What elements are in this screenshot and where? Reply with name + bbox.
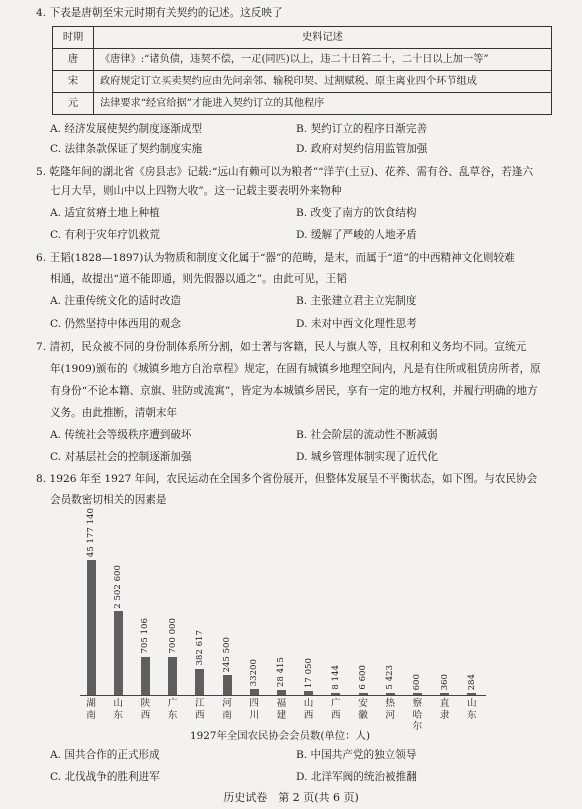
q7-stem-line4: 义务。由此推断，清朝末年 [50, 407, 178, 419]
table-cell-era: 元 [53, 93, 94, 115]
q5-option-d[interactable]: D. 缓解了严峻的人地矛盾 [296, 229, 417, 241]
value-label: 5 423 [385, 665, 396, 690]
value-label: 284 [466, 673, 477, 690]
q7-option-b[interactable]: B. 社会阶层的流动性不断减弱 [296, 429, 438, 441]
value-label: 382 617 [194, 630, 205, 666]
q4-option-c[interactable]: C. 法律条款保证了契约制度实施 [50, 143, 203, 155]
bar-河南 [223, 675, 232, 695]
category-label: 热河 [385, 698, 395, 721]
q5-option-a[interactable]: A. 适宜贫瘠土地上种植 [50, 207, 160, 219]
q8-option-c[interactable]: C. 北伐战争的胜利进军 [50, 771, 160, 783]
category-label: 山西 [303, 698, 314, 721]
q7-stem-line3: 有身份“不论本籍、京旗、驻防或流寓”，皆定为本城镇乡居民，享有一定的地方权利，并履行明确的地方 [50, 385, 538, 397]
q4-option-b[interactable]: B. 契约订立的程序日渐完善 [296, 123, 428, 135]
q4-stem: 4. 下表是唐朝至宋元时期有关契约的记述。这反映了 [36, 7, 283, 19]
value-label: 8 144 [330, 665, 341, 690]
x-axis-line [80, 695, 486, 696]
bar-山西 [304, 691, 313, 695]
q7-stem-line1: 7. 清初，民众被不同的身份制体系所分割，如士著与客籍，民人与旗人等，且权利和义务均不同。宣统元 [36, 341, 527, 353]
table-cell-record: 《唐律》:“诸负债，违契不偿，一疋(同匹)以上，违二十日笞二十，二十日以上加一等” [94, 49, 552, 71]
value-label: 28 415 [276, 656, 287, 687]
q5-stem-line2: 七月大旱，则山中以上四物大收”。这一记载主要表明外来物种 [50, 185, 342, 197]
category-label: 察哈尔 [412, 698, 423, 732]
category-label: 山东 [467, 698, 477, 721]
table-cell-record: 法律要求“经官给据”才能进入契约订立的其他程序 [94, 93, 552, 115]
q4-table [52, 26, 552, 115]
category-label: 广东 [167, 698, 178, 721]
table-cell-era: 宋 [53, 71, 94, 93]
q6-option-c[interactable]: C. 仍然坚持中体西用的观念 [50, 318, 181, 330]
page-footer: 历史试卷 第 2 页(共 6 页) [223, 791, 359, 804]
q8-stem-line1: 8. 1926 年至 1927 年间，农民运动在全国多个省份展开，但整体发展呈不平衡状态，如下图。与农民协会 [36, 473, 538, 485]
category-label: 四川 [249, 698, 259, 721]
q7-option-a[interactable]: A. 传统社会等级秩序遭到破坏 [50, 429, 192, 441]
value-label: 17 050 [303, 658, 314, 689]
category-label: 河南 [222, 698, 232, 721]
q6-option-a[interactable]: A. 注重传统文化的适时改造 [50, 295, 181, 307]
value-label: 705 106 [140, 618, 151, 654]
table-row [53, 49, 552, 71]
bar-直隶 [440, 693, 449, 695]
chart-caption: 1927年全国农民协会会员数(单位：人) [190, 730, 371, 742]
bar-湖南 [87, 560, 96, 695]
value-label: 45 177 140 [86, 507, 96, 557]
value-label: 6 600 [358, 665, 368, 690]
bar-四川 [250, 689, 259, 695]
value-label: 33200 [249, 658, 260, 687]
bar-福建 [277, 690, 286, 695]
bar-山东 [114, 611, 123, 695]
category-label: 安徽 [358, 698, 368, 721]
value-label: 600 [412, 673, 423, 690]
q6-option-d[interactable]: D. 未对中西文化理性思考 [296, 318, 417, 330]
q5-stem-line1: 5. 乾隆年间的湖北省《房县志》记载:“远山有赖可以为粮者”“洋芋(土豆)、花养、需有谷、乱草谷，若逢六 [36, 166, 534, 178]
q8-option-a[interactable]: A. 国共合作的正式形成 [50, 749, 160, 761]
q5-option-c[interactable]: C. 有利于灾年疗饥救荒 [50, 229, 160, 241]
q6-stem-line1: 6. 王韬(1828—1897)认为物质和制度文化属于“器”的范畴，是末，而属于“道”的中西精神文化则较难 [36, 252, 515, 264]
value-label: 700 000 [167, 618, 178, 654]
table-row [53, 93, 552, 115]
category-label: 陕西 [140, 698, 151, 721]
q7-stem-line2: 年(1909)颁布的《城镇乡地方自治章程》规定，在固有城镇乡地理空间内，凡是有住所或租赁房所者，原 [50, 363, 541, 375]
q4-option-a[interactable]: A. 经济发展使契约制度逐渐成型 [50, 123, 203, 135]
table-header-record: 史料记述 [94, 27, 552, 49]
q8-option-d[interactable]: D. 北洋军阀的统治被推翻 [296, 771, 417, 783]
category-label: 广西 [331, 698, 341, 721]
bar-山东 [467, 693, 476, 695]
value-label: 245 500 [222, 636, 232, 673]
q8-option-b[interactable]: B. 中国共产党的独立领导 [296, 749, 417, 761]
q8-stem-line2: 会员数密切相关的因素是 [50, 494, 167, 506]
q6-stem-line2: 相通，故提出“道不能即通，则先假器以通之”。由此可见，王韬 [50, 273, 347, 285]
value-label: 360 [439, 673, 450, 690]
value-label: 2 502 600 [113, 564, 124, 609]
table-cell-record: 政府规定订立买卖契约应由先问亲邻、输税印契、过割赋税、原主离业四个环节组成 [94, 71, 552, 93]
bar-安徽 [359, 693, 368, 695]
q7-option-d[interactable]: D. 城乡管理体制实现了近代化 [296, 451, 438, 463]
table-header-era: 时期 [53, 27, 94, 49]
table-row [53, 71, 552, 93]
q5-option-b[interactable]: B. 改变了南方的饮食结构 [296, 207, 417, 219]
membership-bar-chart [80, 507, 520, 742]
category-label: 山东 [113, 698, 123, 721]
bar-察哈尔 [413, 693, 422, 695]
category-label: 江西 [195, 698, 205, 721]
category-label: 福建 [276, 698, 287, 721]
bar-陕西 [141, 657, 150, 695]
bar-广西 [331, 693, 340, 695]
bar-热河 [386, 693, 395, 695]
q7-option-c[interactable]: C. 对基层社会的控制逐渐加强 [50, 451, 192, 463]
category-label: 湖南 [86, 698, 96, 721]
bar-江西 [195, 669, 204, 695]
category-label: 直隶 [439, 698, 450, 721]
q6-option-b[interactable]: B. 主张建立君主立宪制度 [296, 295, 417, 307]
q4-option-d[interactable]: D. 政府对契约信用监管加强 [296, 143, 428, 155]
table-cell-era: 唐 [53, 49, 94, 71]
bar-广东 [168, 657, 177, 695]
